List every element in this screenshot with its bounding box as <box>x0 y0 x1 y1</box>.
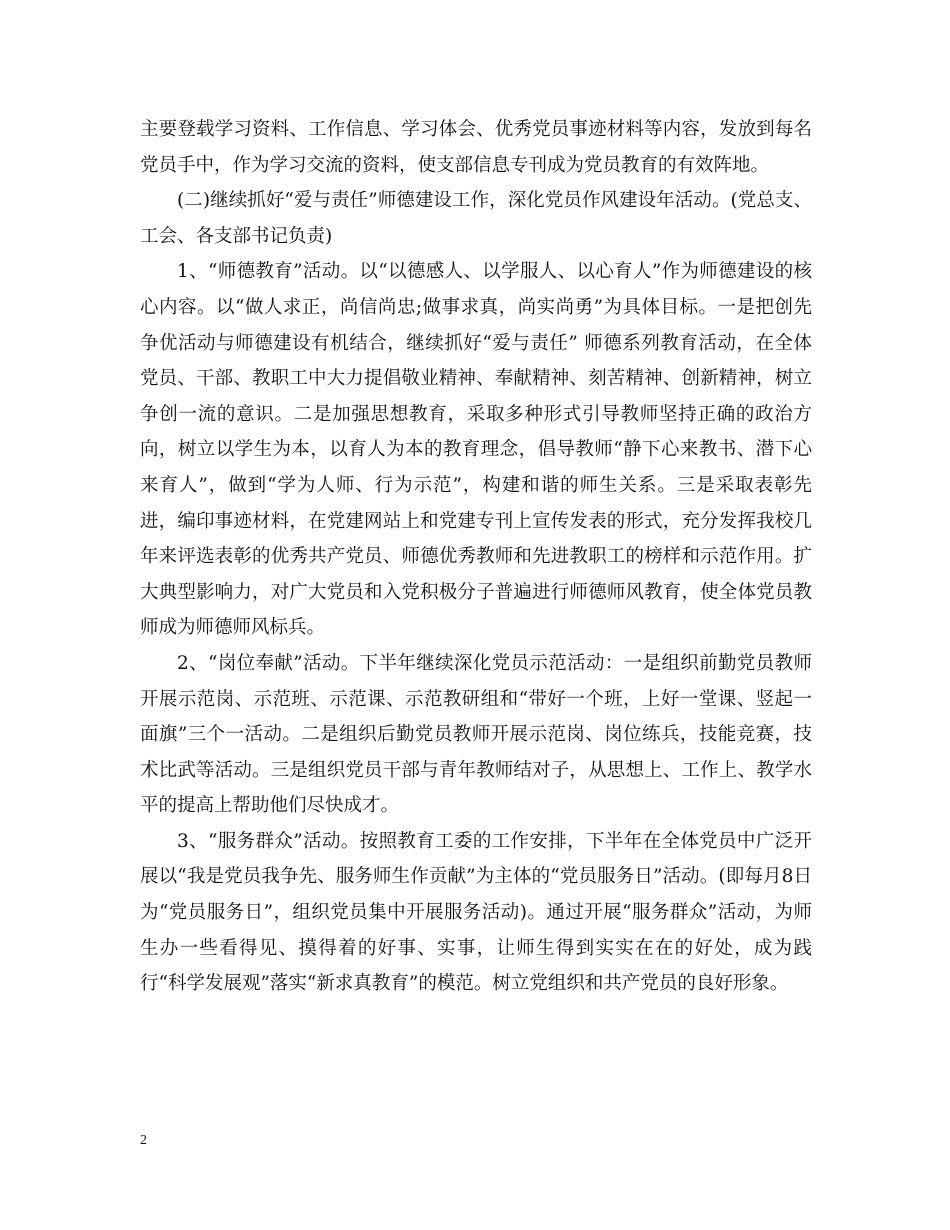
paragraph-2: (二)继续抓好“爱与责任”师德建设工作，深化党员作风建设年活动。(党总支、工会、各支部书记负责) <box>140 190 812 247</box>
paragraph-5: 3、“服务群众”活动。按照教育工委的工作安排，下半年在全体党员中广泛开展以“我是党员我争先、服务师生作贡献”为主体的“党员服务日”活动。(即每月8日为“党员服务日”，组织党员集中开展服务活动)。通过开展“服务群众”活动，为师生办一些看得见、摸得着的好事、实事，让师生得到实实在在的好处，成为践行“科学发展观”落实“新求真教育”的模范。树立党组织和共产党员的良好形象。 <box>140 830 812 995</box>
paragraph-1: 主要登载学习资料、工作信息、学习体会、优秀党员事迹材料等内容，发放到每名党员手中，作为学习交流的资料，使支部信息专刊成为党员教育的有效阵地。 <box>140 119 812 176</box>
document-body <box>140 112 812 1002</box>
page-number: 2 <box>140 1133 147 1148</box>
paragraph-4: 2、“岗位奉献”活动。下半年继续深化党员示范活动：一是组织前勤党员教师开展示范岗、示范班、示范课、示范教研组和“带好一个班，上好一堂课、竖起一面旗”三个一活动。二是组织后勤党员教师开展示范岗、岗位练兵，技能竞赛，技术比武等活动。三是组织党员干部与青年教师结对子，从思想上、工作上、教学水平的提高上帮助他们尽快成才。 <box>140 652 812 817</box>
paragraph-3: 1、“师德教育”活动。以“以德感人、以学服人、以心育人”作为师德建设的核心内容。以“做人求正，尚信尚忠;做事求真，尚实尚勇”为具体目标。一是把创先争优活动与师德建设有机结合，继续抓好“爱与责任” 师德系列教育活动，在全体党员、干部、教职工中大力提倡敬业精神、奉献精神、刻苦精神、创新精神，树立争创一流的意识。二是加强思想教育，采取多种形式引导教师坚持正确的政治方向，树立以学生为本，以育人为本的教育理念，倡导教师“静下心来教书、潜下心来育人”，做到“学为人师、行为示范”，构建和谐的师生关系。三是采取表彰先进，编印事迹材料，在党建网站上和党建专刊上宣传发表的形式，充分发挥我校几年来评选表彰的优秀共产党员、师德优秀教师和先进教职工的榜样和示范作用。扩大典型影响力，对广大党员和入党积极分子普遍进行师德师风教育，使全体党员教师成为师德师风标兵。 <box>140 261 812 639</box>
